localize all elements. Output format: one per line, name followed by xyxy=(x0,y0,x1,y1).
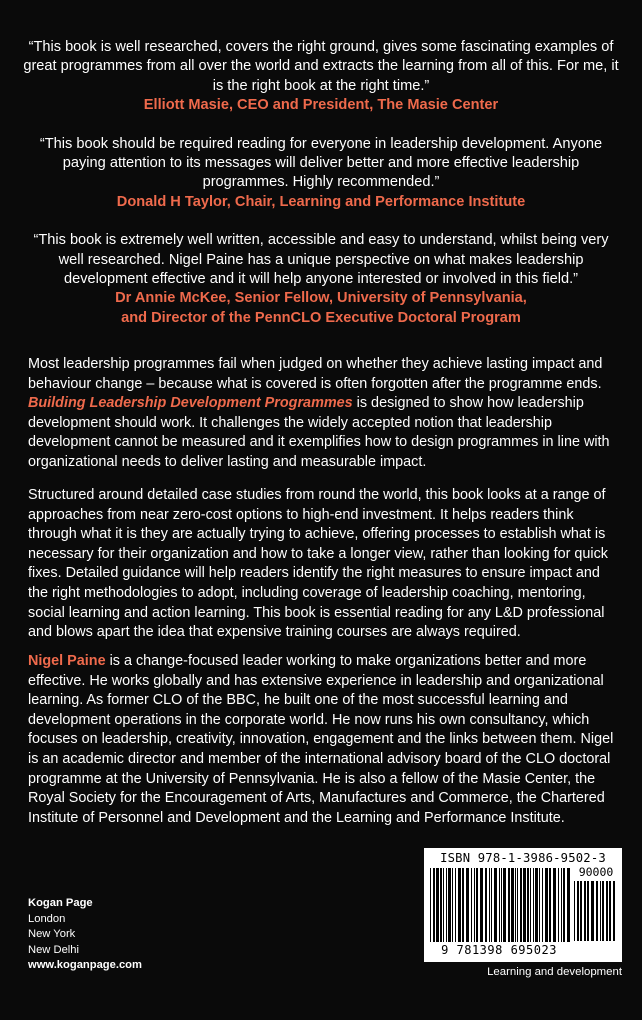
quote-text: “This book is well researched, covers the right ground, gives some fascinating examples of great programmes from all over the world and extracts the learning from all of this. For me, it is the right book at the right time.” xyxy=(23,39,619,94)
ean-barcode-bars xyxy=(430,868,570,942)
description-text: is designed to show how leadership development should work. It challenges the widely accepted notion that leadership development cannot be measured and it exemplifies how to design programmes in line with organizational needs to deliver lasting and measurable impact. xyxy=(28,395,610,470)
quote-author: Dr Annie McKee, Senior Fellow, University of Pennsylvania, xyxy=(115,290,527,307)
book-title: Building Leadership Development Programmes xyxy=(28,395,353,412)
barcode-bar xyxy=(455,868,456,942)
endorsement-quote xyxy=(22,135,620,213)
barcode-bar xyxy=(561,868,562,942)
barcode-bar xyxy=(596,881,598,941)
addon-barcode-bars xyxy=(574,881,618,941)
endorsement-quote xyxy=(22,231,620,328)
endorsements xyxy=(22,38,620,347)
barcode-bar xyxy=(584,881,586,941)
barcode-bar xyxy=(545,868,548,942)
barcode-bar xyxy=(553,868,556,942)
publisher-city: New Delhi xyxy=(28,943,79,956)
quote-author: Elliott Masie, CEO and President, The Masie Center xyxy=(143,97,499,114)
barcode-bar xyxy=(485,868,487,942)
barcode-bar xyxy=(511,868,514,942)
barcode-bar xyxy=(587,881,589,941)
barcode-bar xyxy=(520,868,522,942)
barcode-bar xyxy=(440,868,442,942)
barcode-bar xyxy=(549,868,551,942)
barcode-bar xyxy=(533,868,534,942)
barcode-bar xyxy=(480,868,483,942)
barcode-bar xyxy=(501,868,502,942)
barcode-bar xyxy=(430,868,431,942)
endorsement-quote xyxy=(22,38,620,116)
barcode-bar xyxy=(609,881,611,941)
author-bio xyxy=(28,652,622,828)
barcode-bar xyxy=(433,868,435,942)
quote-text: “This book should be required reading for everyone in leadership development. Anyone paying attention to its messages will deliver better and more effective leadership programmes. Highly recommended.” xyxy=(39,135,603,191)
isbn-text: ISBN 978-1-3986-9502-3 xyxy=(440,851,606,865)
barcode-bar xyxy=(446,868,447,942)
barcode-bar xyxy=(443,868,444,942)
quote-text: “This book is extremely well written, accessible and easy to understand, whilst being very well researched. Nigel Paine has a unique perspective on what makes leadership development effective and it will help anyone interested or involved in this field.” xyxy=(33,232,609,288)
barcode-bar xyxy=(523,868,526,942)
barcode-bar xyxy=(466,868,469,942)
barcode-bar xyxy=(471,868,472,942)
barcode-bar xyxy=(577,881,579,941)
barcode-bar xyxy=(489,868,490,942)
subject-category: Learning and development xyxy=(487,966,622,978)
barcode-bar xyxy=(542,868,543,942)
barcode-bar xyxy=(539,868,540,942)
barcode-bar xyxy=(527,868,529,942)
publisher-city: London xyxy=(28,912,66,925)
barcode-bar xyxy=(476,868,478,942)
publisher-city: New York xyxy=(28,928,76,941)
barcode-bar xyxy=(499,868,500,942)
barcode-bar xyxy=(517,868,518,942)
barcode-bar xyxy=(491,868,492,942)
barcode-bar xyxy=(574,881,575,941)
barcode-bar xyxy=(563,868,565,942)
description-paragraph xyxy=(28,355,622,473)
ean-digits: 9 781398 695023 xyxy=(441,943,557,957)
barcode-bar xyxy=(602,881,604,941)
author-name: Nigel Paine xyxy=(28,653,106,669)
publisher-website: www.koganpage.com xyxy=(28,959,142,972)
barcode-bar xyxy=(600,881,601,941)
barcode-bar xyxy=(462,868,464,942)
author-bio-text: is a change-focused leader working to make organizations better and more effective. He works globally and has extensive experience in leadership and organizational learning. As former CLO of the BBC, he built one of the most successful learning and development operations in the corporate world. He now runs his own consultancy, which focuses on leadership, creativity, innovation, engagement and the links between them. Nigel is an academic director and member of the international advisory board of the CLO doctoral programme at the University of Pennsylvania. He is also a fellow of the Masie Center, the Royal Society for the Encouragement of Arts, Manufactures and Commerce, the Chartered Institute of Personnel and Development and the Learning and Performance Institute. xyxy=(28,653,614,826)
barcode-bar xyxy=(508,868,510,942)
barcode-bar xyxy=(503,868,506,942)
publisher-info xyxy=(28,896,142,974)
publisher-name: Kogan Page xyxy=(28,897,93,909)
price-code: 90000 xyxy=(578,865,614,879)
barcode-bar xyxy=(436,868,439,942)
quote-author-affiliation: and Director of the PennCLO Executive Doctoral Program xyxy=(121,309,521,326)
barcode-bar xyxy=(530,868,531,942)
barcode-bar xyxy=(515,868,516,942)
barcode-bar xyxy=(448,868,451,942)
barcode-bar xyxy=(567,868,570,942)
barcode-bar xyxy=(591,881,594,941)
isbn-barcode xyxy=(424,848,622,962)
barcode-bar xyxy=(535,868,538,942)
description-text: Most leadership programmes fail when judged on whether they achieve lasting impact and behaviour change – because what is covered is often forgotten after the programme ends. xyxy=(28,356,603,392)
barcode-bar xyxy=(452,868,453,942)
quote-author: Donald H Taylor, Chair, Learning and Performance Institute xyxy=(116,193,526,210)
barcode-bar xyxy=(606,881,608,941)
barcode-bar xyxy=(494,868,497,942)
barcode-bar xyxy=(458,868,461,942)
description-paragraph xyxy=(28,486,622,643)
barcode-bar xyxy=(613,881,615,941)
barcode-bar xyxy=(558,868,559,942)
barcode-bar xyxy=(474,868,475,942)
barcode-bar xyxy=(580,881,582,941)
description-text: Structured around detailed case studies from round the world, this book looks at a range of approaches from near zero-cost options to high-end investment. It helps readers think through what it is they are actually trying to achieve, offering processes to establish what is necessary for their organization and how to take a longer view, rather than looking for quick fixes. Detailed guidance will help readers identify the right measures to ensure impact and the right methodologies to adopt, including coverage of leadership coaching, mentoring, social learning and action learning. This book is essential reading for any L&D professional and blows apart the idea that expensive training courses are always required. xyxy=(28,487,608,641)
